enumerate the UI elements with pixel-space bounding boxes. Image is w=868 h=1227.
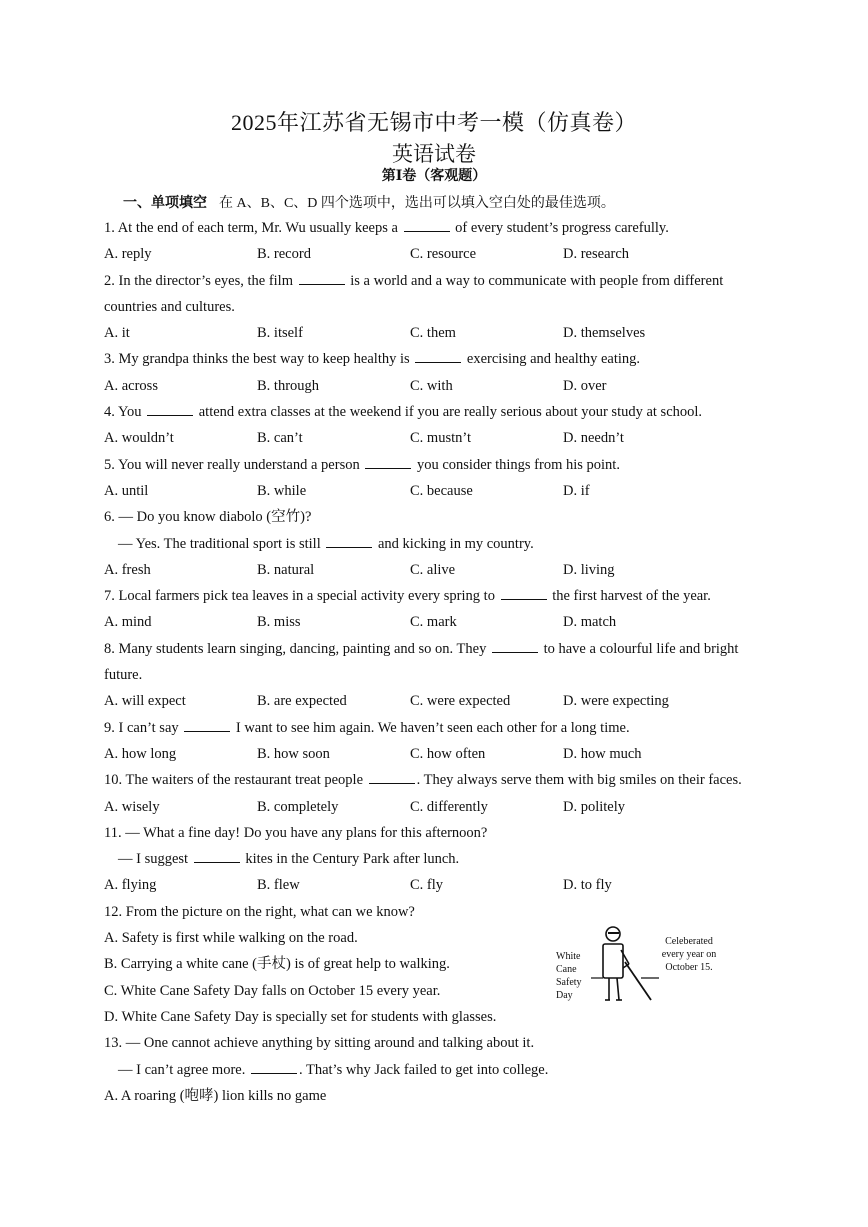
answer-blank	[194, 848, 240, 863]
option-b: B. flew	[257, 877, 300, 894]
option-d: D. themselves	[563, 325, 646, 342]
option-b: B. can’t	[257, 430, 303, 447]
option-c: C. because	[410, 482, 473, 499]
q10-text-before: 10. The waiters of the restaurant treat people	[104, 772, 364, 789]
option-c: C. resource	[410, 246, 477, 263]
option-b: B. while	[257, 482, 307, 499]
q9-text-before: 9. I can’t say	[104, 719, 179, 736]
question-7-options	[104, 609, 774, 635]
answer-blank	[326, 533, 372, 548]
q2-text-before: 2. In the director’s eyes, the film	[104, 272, 293, 289]
question-12-stem: 12. From the picture on the right, what can we know?	[104, 903, 415, 920]
question-10-stem	[104, 767, 774, 793]
option-a: A. wisely	[104, 798, 160, 815]
q5-text-before: 5. You will never really understand a person	[104, 456, 360, 473]
q3-text-after: exercising and healthy eating.	[466, 351, 641, 368]
question-2-options	[104, 320, 774, 346]
q11-text-before: — I suggest	[118, 851, 189, 868]
answer-blank	[404, 217, 450, 232]
option-a: A. across	[104, 377, 158, 394]
question-11-options	[104, 872, 774, 898]
option-d: D. living	[563, 561, 615, 578]
option-a: A. reply	[104, 246, 152, 263]
option-b: B. Carrying a white cane (手杖) is of great help to walking.	[104, 956, 450, 973]
figure-right-label: Celeberated every year on October 15.	[661, 936, 717, 973]
option-a: A. will expect	[104, 693, 186, 710]
answer-blank	[492, 638, 538, 653]
option-a: A. flying	[104, 877, 157, 894]
option-a: A. fresh	[104, 561, 151, 578]
q10-text-after: . They always serve them with big smiles on their faces.	[416, 772, 742, 789]
option-a: A. wouldn’t	[104, 430, 174, 447]
question-8-options	[104, 688, 774, 714]
question-1-options	[104, 241, 774, 267]
option-d: D. needn’t	[563, 430, 624, 447]
question-9-stem	[104, 715, 774, 741]
question-6-options	[104, 557, 774, 583]
option-a: A. how long	[104, 745, 177, 762]
option-b: B. how soon	[257, 745, 330, 762]
question-11-reply	[104, 846, 774, 872]
question-13-stem: 13. — One cannot achieve anything by sitting around and talking about it.	[104, 1035, 535, 1052]
option-a: A. until	[104, 482, 149, 499]
option-a: A. Safety is first while walking on the road.	[104, 930, 358, 947]
q1-text-before: 1. At the end of each term, Mr. Wu usually keeps a	[104, 220, 398, 236]
q7-text-after: the first harvest of the year.	[552, 588, 711, 605]
option-c: C. with	[410, 377, 453, 394]
q4-text-before: 4. You	[104, 404, 142, 421]
option-c: C. White Cane Safety Day falls on October 15 every year.	[104, 982, 441, 999]
q8-text-before: 8. Many students learn singing, dancing, painting and so on. They	[104, 640, 487, 657]
q9-text-after: I want to see him again. We haven’t seen each other for a long time.	[235, 719, 630, 736]
white-cane-figure	[553, 922, 723, 1006]
question-3-options	[104, 373, 774, 399]
exam-title: 2025年江苏省无锡市中考一模（仿真卷）	[230, 110, 637, 135]
q3-text-before: 3. My grandpa thinks the best way to keep healthy is	[104, 351, 410, 368]
option-d: D. White Cane Safety Day is specially set for students with glasses.	[104, 1008, 497, 1025]
question-13-reply	[104, 1057, 774, 1083]
question-6-reply	[104, 531, 774, 557]
q5-text-after: you consider things from his point.	[416, 456, 620, 473]
answer-blank	[147, 401, 193, 416]
option-b: B. through	[257, 377, 320, 394]
question-3-stem	[104, 346, 774, 372]
exam-subject: 英语试卷	[392, 142, 476, 166]
option-d: D. politely	[563, 798, 626, 815]
answer-blank	[415, 348, 461, 363]
answer-blank	[251, 1059, 297, 1074]
option-c: C. alive	[410, 561, 456, 578]
option-c: C. fly	[410, 877, 444, 894]
option-d: D. research	[563, 246, 630, 263]
q13-text-after: . That’s why Jack failed to get into college.	[298, 1061, 549, 1078]
figure-left-label: White Cane Safety Day	[556, 951, 582, 1001]
answer-blank	[299, 270, 345, 285]
option-a: A. it	[104, 325, 130, 342]
question-9-options	[104, 741, 774, 767]
option-c: C. were expected	[410, 693, 511, 710]
question-2-stem-cont: countries and cultures.	[104, 298, 235, 315]
q6-text-after: and kicking in my country.	[378, 535, 534, 552]
answer-blank	[184, 717, 230, 732]
option-c: C. how often	[410, 745, 486, 762]
q2-text-after: is a world and a way to communicate with people from different	[350, 272, 724, 289]
option-d: D. to fly	[563, 877, 612, 894]
option-b: B. miss	[257, 614, 301, 631]
q1-text-after: of every student’s progress carefully.	[455, 220, 669, 236]
q13-text-before: — I can’t agree more.	[118, 1061, 246, 1078]
question-6-stem: 6. — Do you know diabolo (空竹)?	[104, 509, 312, 526]
question-11-stem: 11. — What a fine day! Do you have any plans for this afternoon?	[104, 824, 488, 841]
option-a: A. A roaring (咆哮) lion kills no game	[104, 1087, 327, 1104]
option-b: B. natural	[257, 561, 315, 578]
q4-text-after: attend extra classes at the weekend if you are really serious about your study at school.	[198, 404, 703, 421]
q11-text-after: kites in the Century Park after lunch.	[245, 851, 460, 868]
option-c: C. mark	[410, 614, 457, 631]
option-b: B. completely	[257, 798, 339, 815]
question-2-stem	[104, 268, 774, 294]
question-7-stem	[104, 583, 774, 609]
option-a: A. mind	[104, 614, 152, 631]
option-d: D. were expecting	[563, 693, 669, 710]
option-b: B. record	[257, 246, 311, 263]
question-4-options	[104, 425, 774, 451]
answer-blank	[501, 585, 547, 600]
exam-part: 第Ⅰ卷（客观题）	[381, 169, 487, 184]
question-8-stem	[104, 636, 774, 662]
q6-text-before: — Yes. The traditional sport is still	[118, 535, 321, 552]
section-instruction: 在 A、B、C、D 四个选项中，选出可以填入空白处的最佳选项。	[219, 196, 615, 211]
answer-blank	[365, 454, 411, 469]
option-c: C. mustn’t	[410, 430, 471, 447]
q8-text-after: to have a colourful life and bright	[543, 640, 739, 657]
option-c: C. them	[410, 325, 456, 342]
option-d: D. if	[563, 482, 590, 499]
question-5-stem	[104, 452, 774, 478]
question-8-stem-cont: future.	[104, 667, 143, 684]
option-c: C. differently	[410, 798, 488, 815]
option-d: D. over	[563, 377, 607, 394]
question-10-options	[104, 794, 774, 820]
question-4-stem	[104, 399, 774, 425]
option-b: B. are expected	[257, 693, 347, 710]
question-5-options	[104, 478, 774, 504]
q7-text-before: 7. Local farmers pick tea leaves in a special activity every spring to	[104, 588, 495, 605]
question-1-stem	[104, 215, 774, 241]
option-d: D. how much	[563, 745, 642, 762]
section-heading	[123, 192, 615, 212]
option-d: D. match	[563, 614, 617, 631]
answer-blank	[369, 769, 415, 784]
section-title: 一、单项填空	[123, 196, 207, 211]
option-b: B. itself	[257, 325, 303, 342]
